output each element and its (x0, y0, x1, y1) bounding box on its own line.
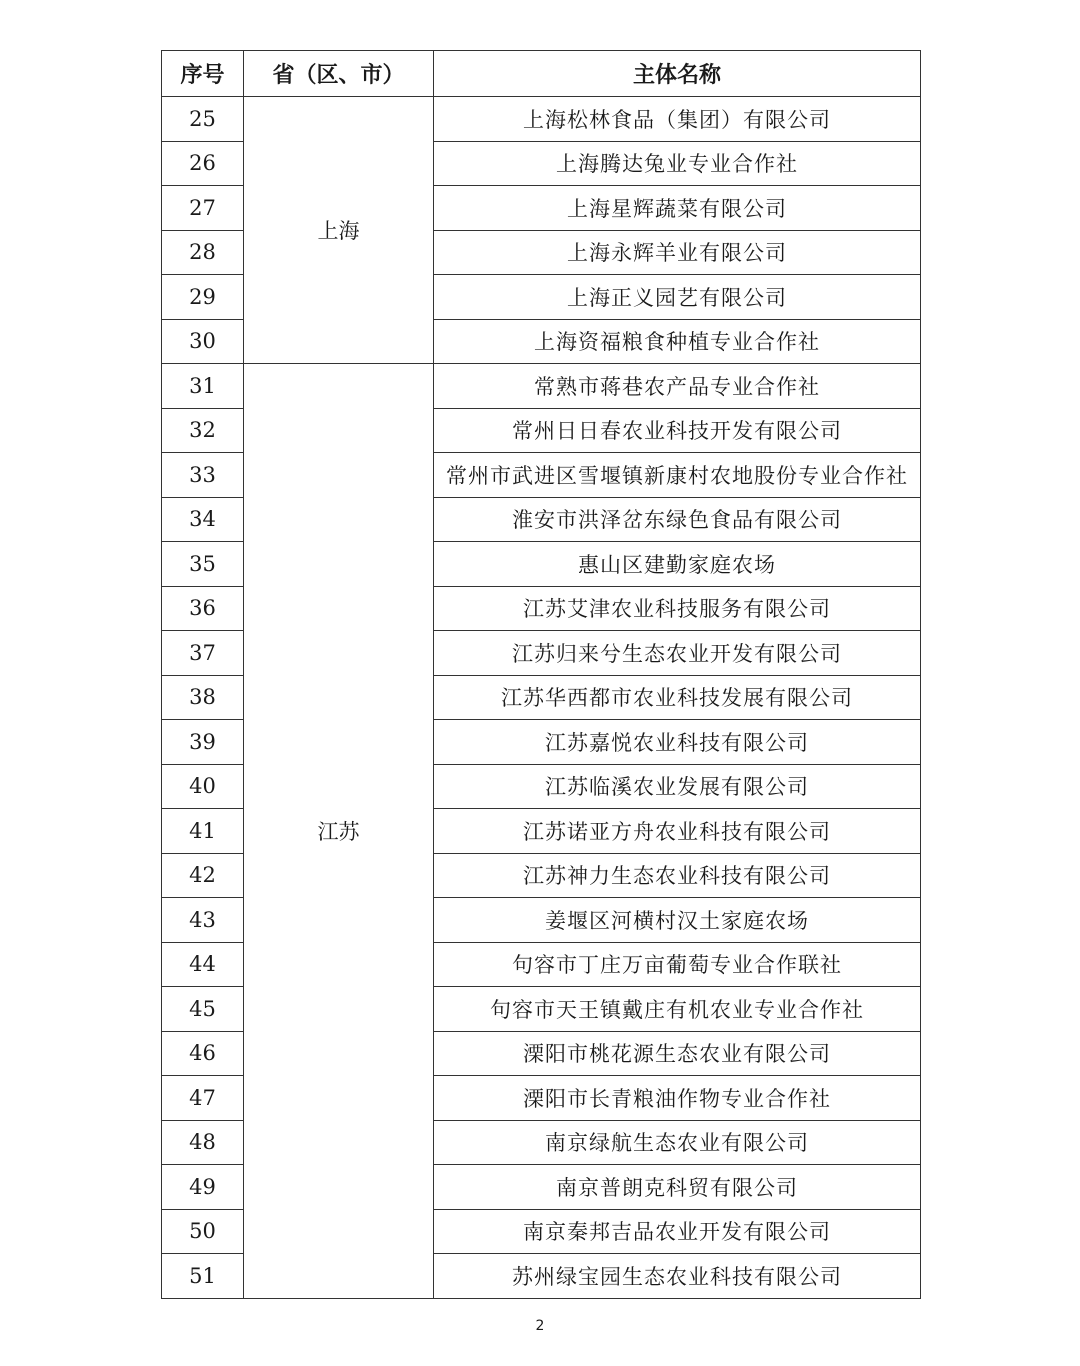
serial-number-cell: 46 (162, 1031, 244, 1076)
serial-number-cell: 34 (162, 497, 244, 542)
entity-name-cell: 上海资福粮食种植专业合作社 (434, 319, 921, 364)
serial-number-cell: 38 (162, 675, 244, 720)
entity-name-cell: 上海永辉羊业有限公司 (434, 230, 921, 275)
serial-number-cell: 25 (162, 97, 244, 142)
serial-number-cell: 51 (162, 1254, 244, 1299)
serial-number-cell: 27 (162, 186, 244, 231)
serial-number-cell: 48 (162, 1120, 244, 1165)
province-cell: 江苏 (244, 364, 434, 1299)
entity-name-cell: 江苏诺亚方舟农业科技有限公司 (434, 809, 921, 854)
serial-number-cell: 37 (162, 631, 244, 676)
entity-name-cell: 南京绿航生态农业有限公司 (434, 1120, 921, 1165)
serial-number-cell: 40 (162, 764, 244, 809)
entity-name-cell: 常熟市蒋巷农产品专业合作社 (434, 364, 921, 409)
serial-number-cell: 39 (162, 720, 244, 765)
entity-name-cell: 南京秦邦吉品农业开发有限公司 (434, 1209, 921, 1254)
entity-name-cell: 江苏嘉悦农业科技有限公司 (434, 720, 921, 765)
serial-number-cell: 30 (162, 319, 244, 364)
entity-name-cell: 惠山区建勤家庭农场 (434, 542, 921, 587)
table-body (162, 97, 921, 1299)
entity-name-cell: 江苏归来兮生态农业开发有限公司 (434, 631, 921, 676)
serial-number-cell: 50 (162, 1209, 244, 1254)
enterprise-table (161, 50, 921, 1299)
entity-name-cell: 姜堰区河横村汉土家庭农场 (434, 898, 921, 943)
province-cell: 上海 (244, 97, 434, 364)
entity-name-cell: 江苏神力生态农业科技有限公司 (434, 853, 921, 898)
entity-name-cell: 上海星辉蔬菜有限公司 (434, 186, 921, 231)
table-row (162, 97, 921, 142)
serial-number-cell: 49 (162, 1165, 244, 1210)
entity-name-cell: 句容市丁庄万亩葡萄专业合作联社 (434, 942, 921, 987)
entity-name-cell: 溧阳市桃花源生态农业有限公司 (434, 1031, 921, 1076)
header-serial-number: 序号 (162, 51, 244, 97)
serial-number-cell: 36 (162, 586, 244, 631)
serial-number-cell: 42 (162, 853, 244, 898)
table-row (162, 364, 921, 409)
serial-number-cell: 35 (162, 542, 244, 587)
table-header-row (162, 51, 921, 97)
serial-number-cell: 41 (162, 809, 244, 854)
entity-name-cell: 上海正义园艺有限公司 (434, 275, 921, 320)
entity-name-cell: 上海腾达兔业专业合作社 (434, 141, 921, 186)
serial-number-cell: 29 (162, 275, 244, 320)
serial-number-cell: 45 (162, 987, 244, 1032)
serial-number-cell: 43 (162, 898, 244, 943)
serial-number-cell: 31 (162, 364, 244, 409)
entity-name-cell: 句容市天王镇戴庄有机农业专业合作社 (434, 987, 921, 1032)
serial-number-cell: 47 (162, 1076, 244, 1121)
entity-name-cell: 南京普朗克科贸有限公司 (434, 1165, 921, 1210)
entity-name-cell: 溧阳市长青粮油作物专业合作社 (434, 1076, 921, 1121)
entity-name-cell: 江苏临溪农业发展有限公司 (434, 764, 921, 809)
entity-name-cell: 常州日日春农业科技开发有限公司 (434, 408, 921, 453)
entity-name-cell: 江苏华西都市农业科技发展有限公司 (434, 675, 921, 720)
entity-name-cell: 江苏艾津农业科技服务有限公司 (434, 586, 921, 631)
serial-number-cell: 32 (162, 408, 244, 453)
page-number: 2 (535, 1318, 545, 1334)
serial-number-cell: 28 (162, 230, 244, 275)
entity-name-cell: 常州市武进区雪堰镇新康村农地股份专业合作社 (434, 453, 921, 498)
entity-name-cell: 苏州绿宝园生态农业科技有限公司 (434, 1254, 921, 1299)
serial-number-cell: 26 (162, 141, 244, 186)
header-entity-name: 主体名称 (434, 51, 921, 97)
entity-name-cell: 上海松林食品（集团）有限公司 (434, 97, 921, 142)
entity-name-cell: 淮安市洪泽岔东绿色食品有限公司 (434, 497, 921, 542)
serial-number-cell: 33 (162, 453, 244, 498)
header-province: 省（区、市） (244, 51, 434, 97)
serial-number-cell: 44 (162, 942, 244, 987)
